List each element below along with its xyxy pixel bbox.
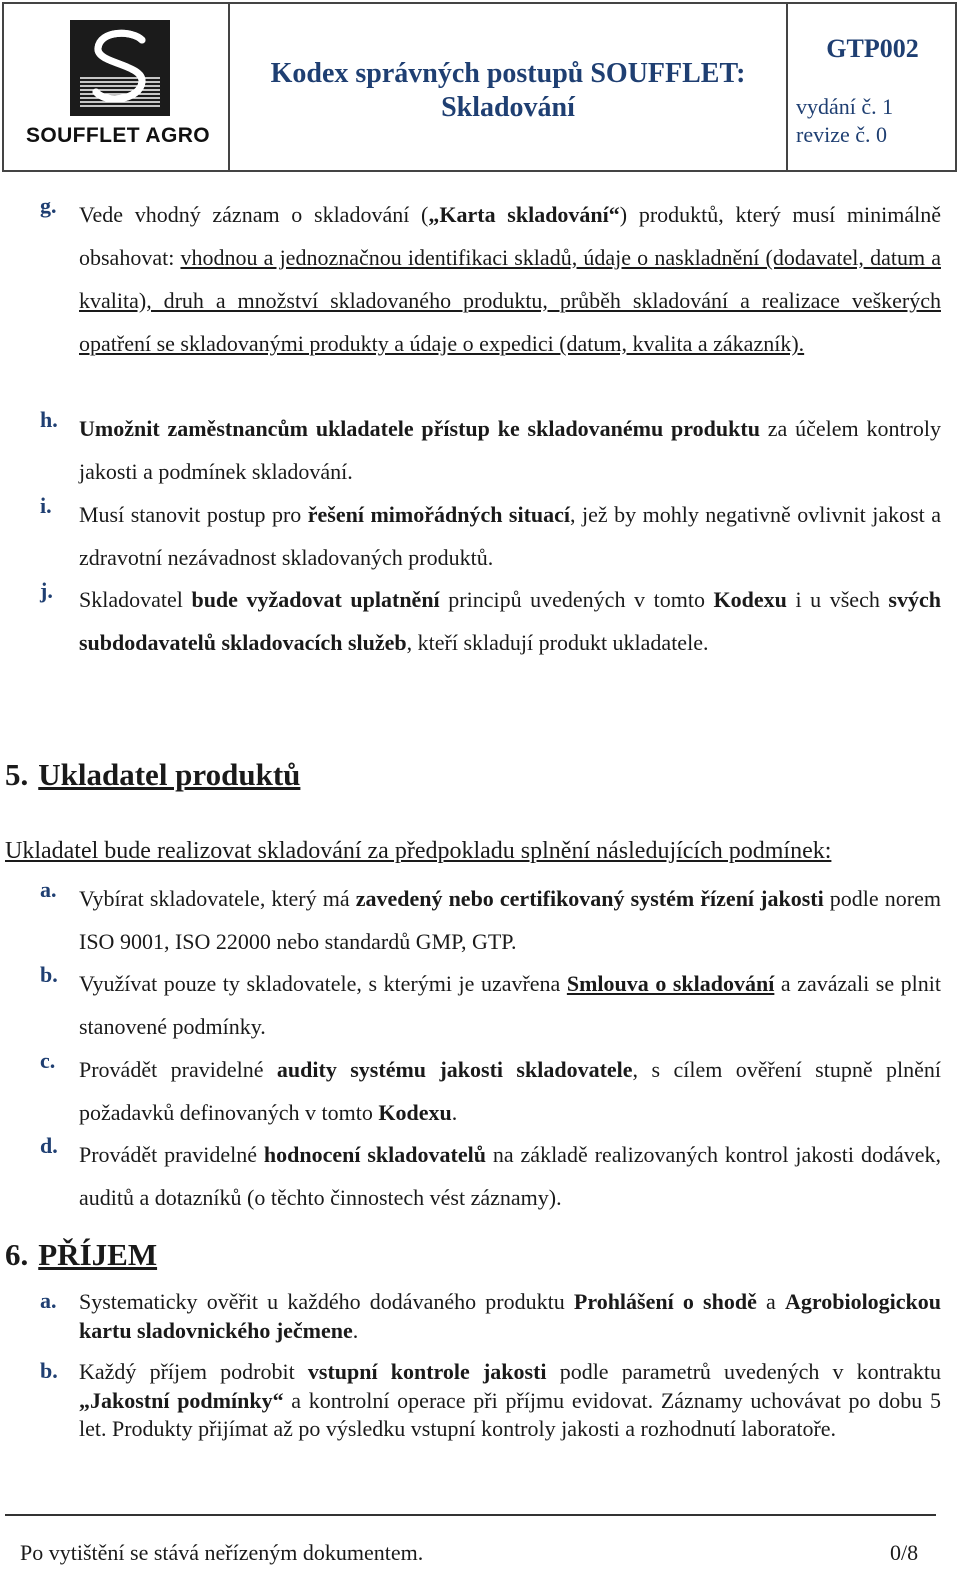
logo-text: SOUFFLET AGRO	[25, 124, 211, 147]
text-run: Prohlášení o shodě	[573, 1289, 757, 1314]
text-run: Systematicky ověřit u každého dodávaného produktu	[79, 1289, 574, 1314]
text-run: a zavázali se plnit stanovené podmínky.	[79, 971, 941, 1039]
text-run: vhodnou a jednoznačnou identifikaci skladů, údaje o naskladnění (dodavatel, datum a kvalita), druh a množství skladovaného produktu, průběh skladování a realizace veškerých opatření se skladovanými produkty a údaje o expedici (datum, kvalita a zákazník).	[79, 245, 941, 356]
document-code: GTP002	[826, 34, 919, 63]
item-label: d.	[40, 1133, 58, 1158]
item-label: g.	[40, 193, 57, 218]
item-text	[79, 1048, 941, 1134]
text-run: audity systému jakosti skladovatele	[276, 1057, 633, 1082]
section-6-heading	[5, 1237, 157, 1273]
text-run: ) produktů, který musí minimálně obsahovat:	[79, 202, 941, 270]
item-label: j.	[40, 578, 53, 603]
text-run: zavedený nebo certifikovaný systém řízení jakosti	[355, 886, 824, 911]
item-label: a.	[40, 877, 57, 902]
item-label: b.	[40, 962, 58, 987]
text-run: Musí stanovit postup pro	[79, 502, 308, 527]
text-run: vstupní kontrole jakosti	[307, 1359, 547, 1384]
text-run: Vede vhodný záznam o skladování (	[79, 202, 429, 227]
item-label: h.	[40, 407, 58, 432]
soufflet-logo-icon	[70, 20, 170, 116]
text-run: i u všech	[786, 587, 889, 612]
item-text	[79, 877, 941, 963]
text-run: Umožnit zaměstnancům ukladatele přístup ke skladovanému produktu	[79, 416, 760, 441]
text-run: principů uvedených v tomto	[439, 587, 714, 612]
item-text	[79, 1288, 941, 1345]
section-title: PŘÍJEM	[38, 1237, 158, 1272]
logo-cell	[4, 4, 230, 170]
text-run: podle norem ISO 9001, ISO 22000 nebo standardů GMP, GTP.	[79, 886, 941, 954]
text-run: Provádět pravidelné	[79, 1142, 264, 1167]
text-run: .	[352, 1317, 359, 1343]
text-run: , kteří skladují produkt ukladatele.	[406, 630, 709, 655]
text-run: „Jakostní podmínky“	[79, 1387, 284, 1413]
item-text	[79, 962, 941, 1048]
text-run: bude vyžadovat uplatnění	[191, 587, 440, 612]
text-run: Vybírat skladovatele, který má	[79, 886, 356, 911]
item-text	[79, 1133, 941, 1219]
footer-divider	[5, 1514, 936, 1516]
item-text	[79, 407, 941, 493]
text-run: Smlouva o skladování	[566, 971, 775, 996]
document-header	[2, 2, 957, 172]
text-run: podle parametrů uvedených v kontraktu	[546, 1359, 941, 1384]
text-run: Kodexu	[713, 587, 787, 612]
text-run: Každý příjem podrobit	[79, 1359, 308, 1384]
text-run: Provádět pravidelné	[79, 1057, 277, 1082]
footer-note: Po vytištění se stává neřízeným dokumentem.	[20, 1540, 424, 1565]
text-run: řešení mimořádných situací	[307, 502, 571, 527]
text-run: svých subdodavatelů skladovacích služeb	[79, 587, 941, 655]
text-run: Kodexu	[378, 1100, 452, 1125]
item-label: i.	[40, 493, 52, 518]
item-label: c.	[40, 1048, 56, 1073]
document-title: Kodex správných postupů SOUFFLET:	[270, 58, 746, 89]
meta-cell	[788, 4, 957, 170]
text-run: hodnocení skladovatelů	[263, 1142, 486, 1167]
item-text	[79, 578, 941, 664]
item-text	[79, 193, 941, 365]
item-label: b.	[40, 1358, 58, 1383]
text-run: a kontrolní operace při příjmu evidovat. Záznamy uchovávat po dobu 5 let. Produkty přijímat až po výsledku vstupní kontroly jakosti a rozhodnutí laboratoře.	[79, 1387, 941, 1441]
text-run: „Karta skladování“	[428, 202, 620, 227]
item-text	[79, 493, 941, 579]
text-run: , jež by mohly negativně ovlivnit jakost a zdravotní nezávadnost skladovaných produktů.	[79, 502, 941, 570]
section-number: 6.	[5, 1237, 29, 1272]
section-number: 5.	[5, 757, 29, 792]
text-run: Agrobiologickou kartu sladovnického ječmene	[79, 1289, 942, 1343]
text-run: , s cílem ověření stupně plnění požadavků definovaných v tomto	[79, 1057, 941, 1125]
document-subtitle: Skladování	[441, 92, 575, 123]
section-5-intro: Ukladatel bude realizovat skladování za předpokladu splnění následujících podmínek:	[5, 838, 832, 864]
text-run: Využívat pouze ty skladovatele, s kterými je uzavřena	[79, 971, 567, 996]
text-run: a	[756, 1289, 785, 1314]
revision-number: revize č. 0	[796, 122, 887, 147]
edition-number: vydání č. 1	[796, 94, 894, 119]
text-run: Skladovatel	[79, 587, 192, 612]
title-cell	[230, 4, 788, 170]
page-number: 0/8	[890, 1540, 919, 1565]
item-label: a.	[40, 1288, 57, 1313]
section-title: Ukladatel produktů	[38, 757, 301, 792]
section-5-heading	[5, 757, 300, 793]
item-text	[79, 1358, 941, 1444]
text-run: .	[451, 1100, 458, 1125]
text-run: za účelem kontroly jakosti a podmínek skladování.	[79, 416, 941, 484]
text-run: na základě realizovaných kontrol jakosti dodávek, auditů a dotazníků (o těchto činnostech vést záznamy).	[79, 1142, 941, 1210]
